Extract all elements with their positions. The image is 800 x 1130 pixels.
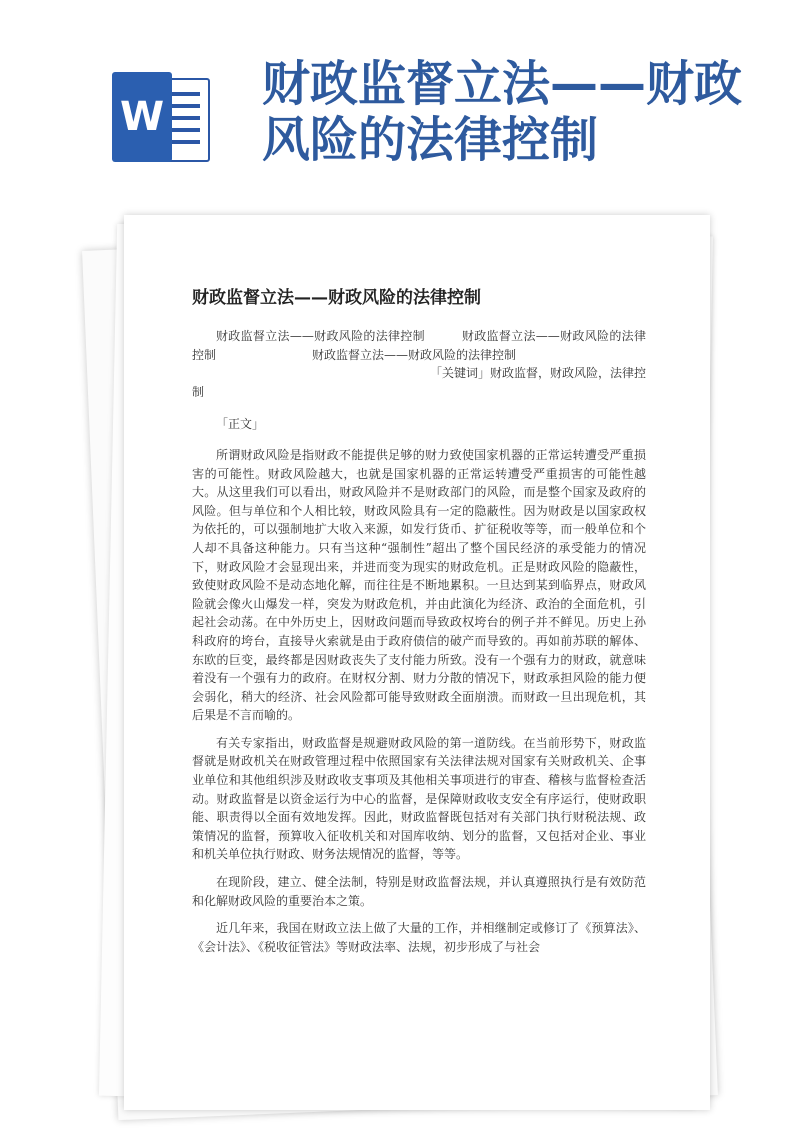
word-document-icon (112, 72, 210, 162)
header-title: 财政监督立法——财政风险的法律控制 (262, 56, 743, 168)
page-header (0, 0, 800, 195)
paragraph-4: 近几年来，我国在财政立法上做了大量的工作，并相继制定或修订了《预算法》、《会计法》、《税收征管法》等财政法率、法规，初步形成了与社会 (192, 921, 646, 954)
intro-paragraph: 财政监督立法——财政风险的法律控制 财政监督立法——财政风险的法律控制 财政监督立法——财政风险的法律控制 (192, 329, 646, 362)
document-title: 财政监督立法——财政风险的法律控制 (192, 288, 481, 308)
document-body (192, 327, 646, 965)
paragraph-3: 在现阶段，建立、健全法制，特别是财政监督法规，并认真遵照执行是有效防范和化解财政风险的重要治本之策。 (192, 875, 646, 908)
paragraph-1: 所谓财政风险是指财政不能提供足够的财力致使国家机器的正常运转遭受严重损害的可能性。财政风险越大，也就是国家机器的正常运转遭受严重损害的可能性越大。从这里我们可以看出，财政风险并不是财政部门的风险，而是整个国家及政府的风险。但与单位和个人相比较，财政风险具有一定的隐蔽性。因为财政是以国家政权为依托的，可以强制地扩大收入来源，如发行货币、扩征税收等等，而一般单位和个人却不具备这种能力。只有当这种“强制性”超出了整个国民经济的承受能力的情况下，财政风险才会显现出来，并进而变为现实的财政危机。正是财政风险的隐蔽性，致使财政风险不是动态地化解，而往往是不断地累积。一旦达到某到临界点，财政风险就会像火山爆发一样，突发为财政危机，并由此演化为经济、政治的全面危机，引起社会动荡。在中外历史上，因财政问题而导致政权垮台的例子并不鲜见。历史上孙科政府的垮台，直接导火索就是由于政府债信的破产而导致的。再如前苏联的解体、东欧的巨变，最终都是因财政丧失了支付能力所致。没有一个强有力的财政，就意味着没有一个强有力的政府。在财权分割、财力分散的情况下，财政承担风险的能力便会弱化，稍大的经济、社会风险都可能导致财政全面崩溃。而财政一旦出现危机，其后果是不言而喻的。 (192, 447, 646, 723)
keywords-line: 「关键词」财政监督，财政风险，法律控 (429, 366, 646, 381)
document-page (124, 215, 710, 1110)
word-icon-letter: W (112, 72, 172, 162)
body-label: 「正文」 (216, 417, 265, 432)
paragraph-2: 有关专家指出，财政监督是规避财政风险的第一道防线。在当前形势下，财政监督就是财政机关在财政管理过程中依照国家有关法律法规对国家有关财政机关、企事业单位和其他组织涉及财政收支事项及其他相关事项进行的审查、稽核与监督检查活动。财政监督是以资金运行为中心的监督，是保障财政收支安全有序运行，使财政职能、职责得以全面有效地发挥。因此，财政监督既包括对有关部门执行财税法规、政策情况的监督，预算收入征收机关和对国库收纳、划分的监督，又包括对企业、事业和机关单位执行财政、财务法规情况的监督，等等。 (192, 735, 646, 862)
keywords-line-cont: 制 (192, 384, 205, 399)
